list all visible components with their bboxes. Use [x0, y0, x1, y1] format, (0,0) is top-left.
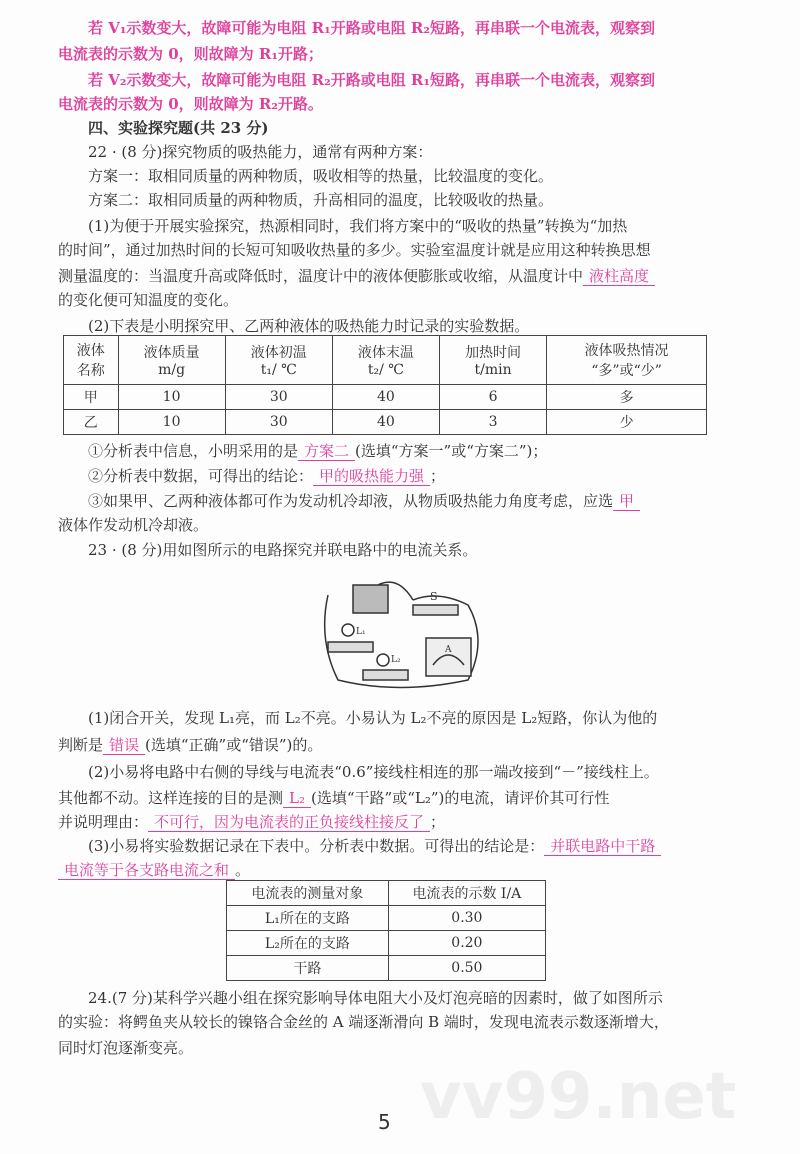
q23-intro: 23 · (8 分)用如图所示的电路探究并联电路中的电流关系。	[88, 541, 478, 559]
answer-blank: 不可行，因为电流表的正负接线柱接反了	[148, 813, 430, 832]
answer-blank: 并联电路中干路	[544, 837, 661, 856]
q22-text: 的变化便可知温度的变化。	[58, 291, 239, 309]
q23-text: (1)闭合开关，发现 L₁亮，而 L₂不亮。小易认为 L₂不亮的原因是 L₂短路，你认为他的	[88, 709, 658, 727]
answer-blank: 甲	[613, 492, 640, 511]
q23-text: 其他都不动。这样连接的目的是测 L₂ (选填“干路”或“L₂”)的电流，请评价其可行性	[58, 789, 610, 807]
q22-plan1: 方案一：取相同质量的两种物质，吸收相等的热量，比较温度的变化。	[88, 167, 554, 185]
q22-sub3: ③如果甲、乙两种液体都可作为发动机冷却液，从物质吸热能力角度考虑，应选 甲	[88, 491, 714, 511]
q23-text: 电流等于各支路电流之和 。	[58, 860, 714, 880]
hint-line: 电流表的示数为 0，则故障为 R₂开路。	[58, 95, 323, 113]
answer-blank: 错误	[103, 736, 145, 755]
q22-text: (1)为便于开展实验探究，热源相同时，我们将方案中的“吸收的热量”转换为“加热	[88, 217, 628, 235]
q23-text: (3)小易将实验数据记录在下表中。分析表中数据。可得出的结论是： 并联电路中干路	[88, 836, 714, 856]
answer-blank: 甲的吸热能力强	[313, 467, 430, 486]
q23-text: 判断是 错误 (选填“正确”或“错误”)的。	[58, 736, 323, 754]
table-header-row: 电流表的测量对象 电流表的示数 I/A	[227, 881, 546, 906]
q24-text: 24.(7 分)某科学兴趣小组在探究影响导体电阻大小及灯泡亮暗的因素时，做了如图所示	[88, 989, 663, 1007]
q22-text: (2)下表是小明探究甲、乙两种液体的吸热能力时记录的实验数据。	[88, 317, 530, 335]
table-row: L₁所在的支路 0.30	[227, 906, 546, 931]
hint-line: 若 V₂示数变大，故障可能为电阻 R₂开路或电阻 R₁短路，再串联一个电流表，观察到	[88, 71, 655, 89]
q22-sub1: ①分析表中信息，小明采用的是 方案二 (选填“方案一”或“方案二”)；	[88, 442, 548, 460]
circuit-figure	[318, 570, 488, 695]
q24-text: 的实验：将鳄鱼夹从较长的镍铬合金丝的 A 端逐渐滑向 B 端时，发现电流表示数逐渐增大，	[58, 1013, 669, 1031]
answer-blank: 电流等于各支路电流之和	[58, 861, 235, 880]
table-header-row: 液体 名称 液体质量 m/g 液体初温 t₁/ ℃ 液体末温 t₂/ ℃ 加热时间 t/min 液体吸热情况 “多”或“少”	[64, 336, 707, 385]
q22-sub2: ②分析表中数据，可得出的结论： 甲的吸热能力强 ；	[88, 467, 446, 485]
current-data-table	[226, 880, 546, 981]
q22-intro: 22 · (8 分)探究物质的吸热能力，通常有两种方案：	[88, 143, 433, 161]
q22-plan2: 方案二：取相同质量的两种物质，升高相同的温度，比较吸收的热量。	[88, 191, 554, 209]
q22-sub3: 液体作发动机冷却液。	[58, 516, 209, 534]
table-row: 甲 10 30 40 6 多	[64, 385, 707, 410]
answer-blank: L₂	[283, 789, 311, 808]
section-title: 四、实验探究题(共 23 分)	[88, 119, 269, 137]
q22-text: 的时间”，通过加热时间的长短可知吸收热量的多少。实验室温度计就是应用这种转换思想	[58, 241, 651, 259]
text: 测量温度的：当温度升高或降低时，温度计中的液体便膨胀或收缩，从温度计中	[58, 267, 584, 285]
switch-label: S	[430, 590, 438, 603]
table-row: 干路 0.50	[227, 956, 546, 981]
page-number: 5	[378, 1110, 391, 1134]
q23-text: 并说明理由： 不可行，因为电流表的正负接线柱接反了 ；	[58, 813, 446, 831]
table-row: L₂所在的支路 0.20	[227, 931, 546, 956]
watermark: vv99.net	[420, 1060, 737, 1134]
l1-label: L₁	[356, 627, 366, 637]
answer-blank: 方案二	[298, 442, 355, 461]
ammeter-label: A	[445, 645, 452, 655]
q22-text	[58, 266, 714, 286]
l2-label: L₂	[391, 655, 401, 665]
q24-text: 同时灯泡逐渐变亮。	[58, 1039, 194, 1057]
table-row: 乙 10 30 40 3 少	[64, 410, 707, 435]
hint-line: 若 V₁示数变大，故障可能为电阻 R₁开路或电阻 R₂短路，再串联一个电流表，观察到	[88, 19, 655, 37]
q23-text: (2)小易将电路中右侧的导线与电流表“0.6”接线柱相连的那一端改接到“－”接线柱上。	[88, 763, 659, 781]
hint-line: 电流表的示数为 0，则故障为 R₁开路；	[58, 45, 323, 63]
liquid-data-table	[63, 335, 707, 435]
answer-blank: 液柱高度	[583, 267, 655, 286]
